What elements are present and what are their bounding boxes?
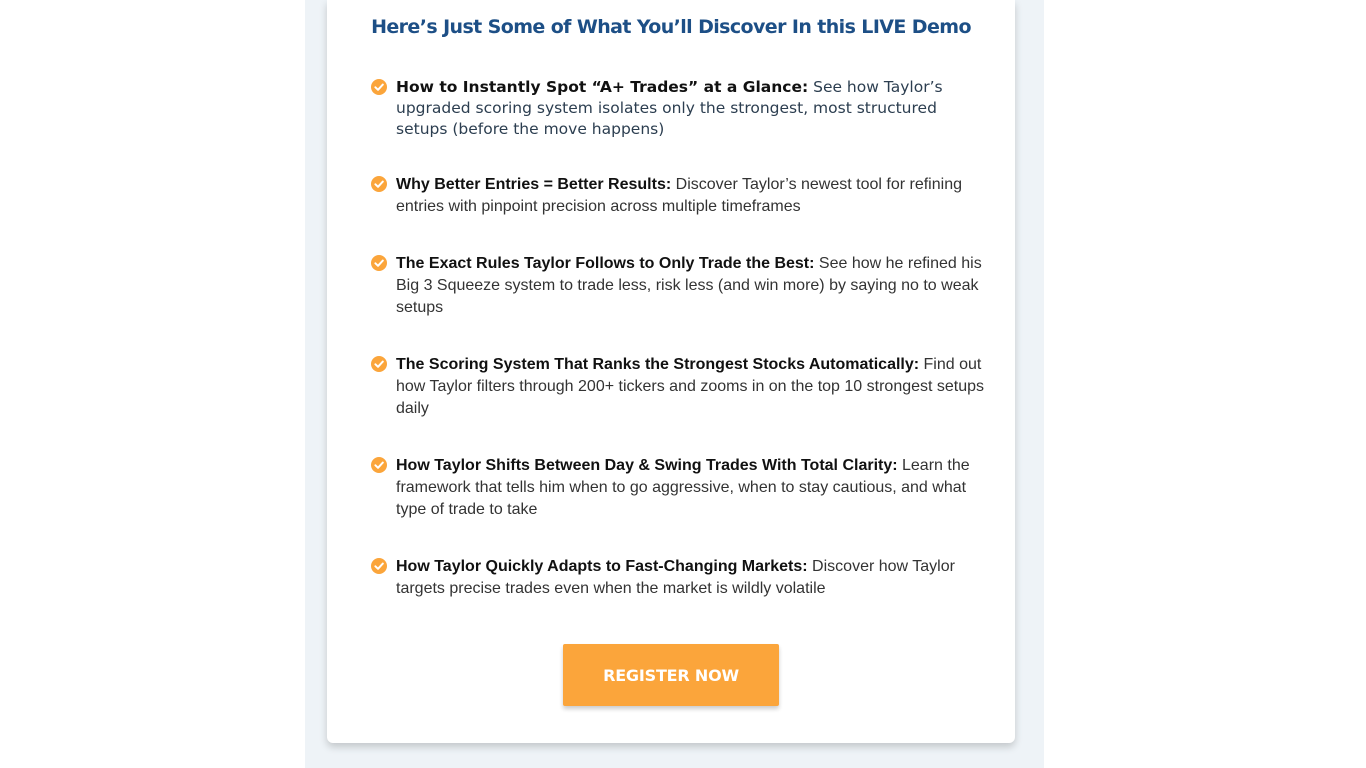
bullet-description: Learn the framework that tells him when to go aggressive, when to stay cautious, and what type of trade to take xyxy=(396,457,970,518)
bullet-text xyxy=(396,253,986,319)
bullet-title: How Taylor Quickly Adapts to Fast-Changing Markets: xyxy=(396,558,808,575)
check-circle-icon xyxy=(371,457,387,473)
bullet-title: How to Instantly Spot “A+ Trades” at a Glance: xyxy=(396,78,809,96)
register-now-button[interactable]: REGISTER NOW xyxy=(563,644,779,706)
check-circle-icon xyxy=(371,79,387,95)
check-circle-icon xyxy=(371,176,387,192)
check-circle-icon xyxy=(371,558,387,574)
bullet-description: See how he refined his Big 3 Squeeze system to trade less, risk less (and win more) by saying no to weak setups xyxy=(396,255,982,316)
bullet-description: Discover how Taylor targets precise trades even when the market is wildly volatile xyxy=(396,558,955,597)
bullet-description: Find out how Taylor filters through 200+ tickers and zooms in on the top 10 strongest setups daily xyxy=(396,356,985,417)
bullet-text xyxy=(396,77,986,140)
bullet-title: The Scoring System That Ranks the Strongest Stocks Automatically: xyxy=(396,356,920,373)
bullet-text xyxy=(396,455,986,521)
content-card xyxy=(327,0,1015,743)
check-circle-icon xyxy=(371,356,387,372)
bullet-title: How Taylor Shifts Between Day & Swing Trades With Total Clarity: xyxy=(396,457,898,474)
bullet-description: See how Taylor’s upgraded scoring system isolates only the strongest, most structured setups (before the move happens) xyxy=(396,78,943,138)
check-circle-icon xyxy=(371,255,387,271)
bullet-title: Why Better Entries = Better Results: xyxy=(396,176,672,193)
section-headline: Here’s Just Some of What You’ll Discover In this LIVE Demo xyxy=(371,16,971,38)
bullet-description: Discover Taylor’s newest tool for refining entries with pinpoint precision across multiple timeframes xyxy=(396,176,962,215)
bullet-text xyxy=(396,354,986,420)
bullet-title: The Exact Rules Taylor Follows to Only Trade the Best: xyxy=(396,255,815,272)
bullet-text xyxy=(396,556,986,600)
bullet-text xyxy=(396,174,986,218)
